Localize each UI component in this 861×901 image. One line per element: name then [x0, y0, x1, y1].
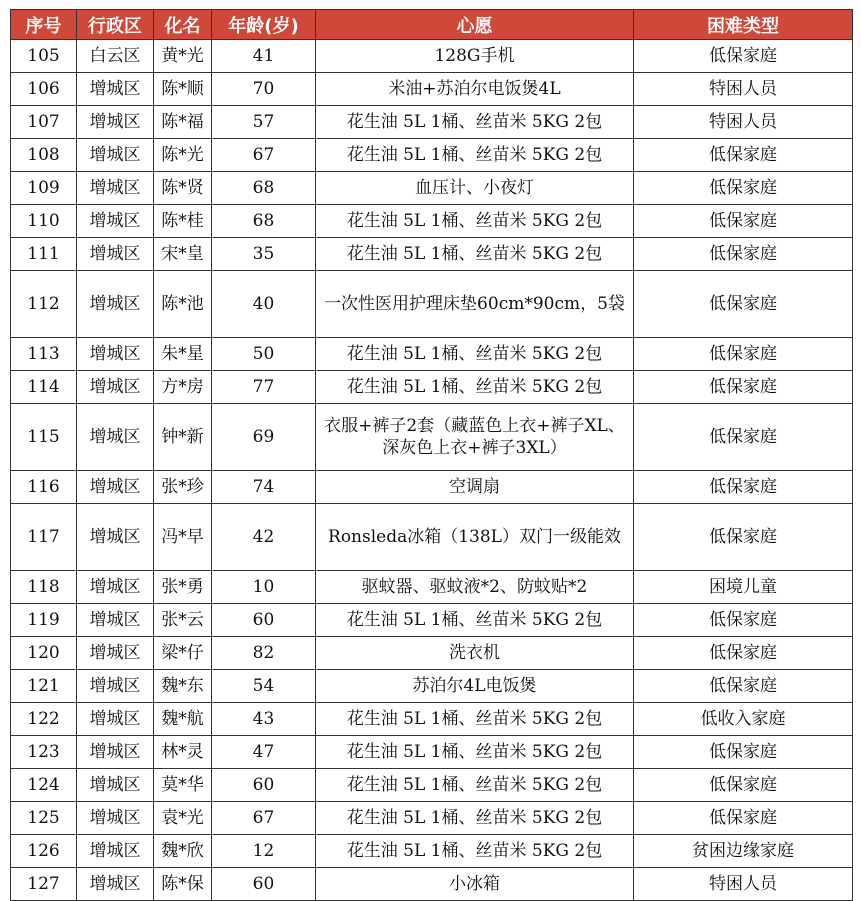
cell-hardship-type: 低保家庭	[634, 637, 853, 670]
cell-number: 116	[11, 471, 77, 504]
cell-district: 增城区	[77, 504, 154, 571]
cell-age: 67	[212, 802, 316, 835]
cell-wish: 花生油 5L 1桶、丝苗米 5KG 2包	[316, 371, 634, 404]
cell-age: 41	[212, 40, 316, 73]
cell-alias: 钟*新	[154, 404, 212, 471]
cell-district: 增城区	[77, 238, 154, 271]
cell-alias: 魏*东	[154, 670, 212, 703]
table-header	[11, 10, 853, 40]
cell-alias: 魏*欣	[154, 835, 212, 868]
cell-hardship-type: 低保家庭	[634, 736, 853, 769]
table-body	[11, 40, 853, 901]
cell-hardship-type: 低保家庭	[634, 404, 853, 471]
cell-alias: 张*勇	[154, 571, 212, 604]
table-row	[11, 371, 853, 404]
header-row	[11, 10, 853, 40]
cell-number: 106	[11, 73, 77, 106]
cell-age: 82	[212, 637, 316, 670]
cell-district: 白云区	[77, 40, 154, 73]
cell-district: 增城区	[77, 670, 154, 703]
cell-age: 42	[212, 504, 316, 571]
table-row	[11, 637, 853, 670]
cell-age: 60	[212, 604, 316, 637]
cell-district: 增城区	[77, 172, 154, 205]
cell-wish: 花生油 5L 1桶、丝苗米 5KG 2包	[316, 106, 634, 139]
cell-hardship-type: 困境儿童	[634, 571, 853, 604]
header-number: 序号	[11, 10, 77, 40]
table-row	[11, 571, 853, 604]
cell-age: 70	[212, 73, 316, 106]
table-row	[11, 835, 853, 868]
cell-alias: 魏*航	[154, 703, 212, 736]
cell-hardship-type: 低保家庭	[634, 604, 853, 637]
cell-number: 115	[11, 404, 77, 471]
cell-age: 69	[212, 404, 316, 471]
cell-wish: Ronsleda冰箱（138L）双门一级能效	[316, 504, 634, 571]
cell-number: 112	[11, 271, 77, 338]
cell-number: 108	[11, 139, 77, 172]
cell-age: 47	[212, 736, 316, 769]
table-row	[11, 504, 853, 571]
cell-district: 增城区	[77, 106, 154, 139]
table-row	[11, 205, 853, 238]
cell-number: 105	[11, 40, 77, 73]
table-row	[11, 40, 853, 73]
table-row	[11, 802, 853, 835]
cell-alias: 陈*福	[154, 106, 212, 139]
table-row	[11, 338, 853, 371]
cell-hardship-type: 低保家庭	[634, 471, 853, 504]
cell-wish: 花生油 5L 1桶、丝苗米 5KG 2包	[316, 139, 634, 172]
cell-alias: 陈*光	[154, 139, 212, 172]
table-row	[11, 769, 853, 802]
cell-wish: 花生油 5L 1桶、丝苗米 5KG 2包	[316, 835, 634, 868]
cell-wish: 花生油 5L 1桶、丝苗米 5KG 2包	[316, 703, 634, 736]
cell-hardship-type: 低保家庭	[634, 802, 853, 835]
cell-district: 增城区	[77, 404, 154, 471]
cell-district: 增城区	[77, 769, 154, 802]
cell-district: 增城区	[77, 835, 154, 868]
cell-hardship-type: 低保家庭	[634, 769, 853, 802]
cell-number: 119	[11, 604, 77, 637]
cell-hardship-type: 低保家庭	[634, 338, 853, 371]
cell-age: 68	[212, 205, 316, 238]
cell-district: 增城区	[77, 338, 154, 371]
cell-age: 10	[212, 571, 316, 604]
header-age: 年龄(岁)	[212, 10, 316, 40]
cell-age: 74	[212, 471, 316, 504]
cell-age: 57	[212, 106, 316, 139]
cell-district: 增城区	[77, 802, 154, 835]
cell-alias: 张*云	[154, 604, 212, 637]
table-row	[11, 271, 853, 338]
cell-district: 增城区	[77, 205, 154, 238]
cell-alias: 冯*早	[154, 504, 212, 571]
cell-district: 增城区	[77, 73, 154, 106]
cell-wish: 空调扇	[316, 471, 634, 504]
cell-district: 增城区	[77, 471, 154, 504]
table-row	[11, 106, 853, 139]
cell-number: 126	[11, 835, 77, 868]
cell-hardship-type: 低保家庭	[634, 205, 853, 238]
table-row	[11, 670, 853, 703]
cell-number: 122	[11, 703, 77, 736]
cell-number: 114	[11, 371, 77, 404]
header-wish: 心愿	[316, 10, 634, 40]
cell-hardship-type: 低保家庭	[634, 670, 853, 703]
cell-wish: 128G手机	[316, 40, 634, 73]
table-row	[11, 172, 853, 205]
cell-alias: 方*房	[154, 371, 212, 404]
table-row	[11, 868, 853, 901]
cell-district: 增城区	[77, 604, 154, 637]
cell-wish: 花生油 5L 1桶、丝苗米 5KG 2包	[316, 338, 634, 371]
cell-wish: 花生油 5L 1桶、丝苗米 5KG 2包	[316, 802, 634, 835]
cell-wish: 洗衣机	[316, 637, 634, 670]
cell-hardship-type: 低保家庭	[634, 371, 853, 404]
cell-age: 35	[212, 238, 316, 271]
cell-alias: 袁*光	[154, 802, 212, 835]
cell-age: 60	[212, 769, 316, 802]
cell-alias: 陈*保	[154, 868, 212, 901]
cell-wish: 一次性医用护理床垫60cm*90cm，5袋	[316, 271, 634, 338]
cell-hardship-type: 低保家庭	[634, 238, 853, 271]
cell-district: 增城区	[77, 868, 154, 901]
cell-age: 12	[212, 835, 316, 868]
table-row	[11, 703, 853, 736]
cell-hardship-type: 特困人员	[634, 868, 853, 901]
table-row	[11, 604, 853, 637]
cell-age: 43	[212, 703, 316, 736]
cell-alias: 宋*皇	[154, 238, 212, 271]
cell-alias: 梁*仔	[154, 637, 212, 670]
header-hardship-type: 困难类型	[634, 10, 853, 40]
cell-district: 增城区	[77, 703, 154, 736]
cell-district: 增城区	[77, 139, 154, 172]
cell-district: 增城区	[77, 736, 154, 769]
cell-alias: 陈*桂	[154, 205, 212, 238]
cell-number: 123	[11, 736, 77, 769]
cell-age: 77	[212, 371, 316, 404]
cell-wish: 米油+苏泊尔电饭煲4L	[316, 73, 634, 106]
cell-district: 增城区	[77, 637, 154, 670]
cell-number: 118	[11, 571, 77, 604]
cell-wish: 花生油 5L 1桶、丝苗米 5KG 2包	[316, 205, 634, 238]
cell-age: 67	[212, 139, 316, 172]
cell-alias: 陈*贤	[154, 172, 212, 205]
cell-hardship-type: 低保家庭	[634, 271, 853, 338]
cell-number: 125	[11, 802, 77, 835]
cell-district: 增城区	[77, 571, 154, 604]
cell-number: 127	[11, 868, 77, 901]
table-row	[11, 73, 853, 106]
cell-wish: 花生油 5L 1桶、丝苗米 5KG 2包	[316, 736, 634, 769]
cell-number: 113	[11, 338, 77, 371]
header-alias: 化名	[154, 10, 212, 40]
table-row	[11, 238, 853, 271]
cell-age: 54	[212, 670, 316, 703]
cell-hardship-type: 特困人员	[634, 73, 853, 106]
cell-district: 增城区	[77, 371, 154, 404]
cell-hardship-type: 贫困边缘家庭	[634, 835, 853, 868]
cell-number: 107	[11, 106, 77, 139]
cell-wish: 小冰箱	[316, 868, 634, 901]
cell-wish: 驱蚊器、驱蚊液*2、防蚊贴*2	[316, 571, 634, 604]
cell-alias: 张*珍	[154, 471, 212, 504]
cell-age: 40	[212, 271, 316, 338]
table-row	[11, 139, 853, 172]
cell-alias: 朱*星	[154, 338, 212, 371]
cell-wish: 苏泊尔4L电饭煲	[316, 670, 634, 703]
cell-number: 117	[11, 504, 77, 571]
cell-alias: 莫*华	[154, 769, 212, 802]
cell-alias: 黄*光	[154, 40, 212, 73]
cell-age: 68	[212, 172, 316, 205]
cell-hardship-type: 低保家庭	[634, 139, 853, 172]
cell-hardship-type: 低保家庭	[634, 504, 853, 571]
cell-number: 111	[11, 238, 77, 271]
cell-alias: 陈*池	[154, 271, 212, 338]
cell-wish: 血压计、小夜灯	[316, 172, 634, 205]
cell-alias: 林*灵	[154, 736, 212, 769]
wish-list-table	[10, 9, 853, 901]
cell-number: 121	[11, 670, 77, 703]
cell-age: 50	[212, 338, 316, 371]
cell-hardship-type: 低保家庭	[634, 172, 853, 205]
header-district: 行政区	[77, 10, 154, 40]
cell-wish: 花生油 5L 1桶、丝苗米 5KG 2包	[316, 238, 634, 271]
cell-number: 109	[11, 172, 77, 205]
cell-district: 增城区	[77, 271, 154, 338]
cell-hardship-type: 低保家庭	[634, 40, 853, 73]
table-row	[11, 404, 853, 471]
cell-hardship-type: 特困人员	[634, 106, 853, 139]
table-row	[11, 736, 853, 769]
cell-number: 124	[11, 769, 77, 802]
table-row	[11, 471, 853, 504]
cell-wish: 衣服+裤子2套（藏蓝色上衣+裤子XL、深灰色上衣+裤子3XL）	[316, 404, 634, 471]
cell-alias: 陈*顺	[154, 73, 212, 106]
cell-hardship-type: 低收入家庭	[634, 703, 853, 736]
cell-wish: 花生油 5L 1桶、丝苗米 5KG 2包	[316, 769, 634, 802]
cell-wish: 花生油 5L 1桶、丝苗米 5KG 2包	[316, 604, 634, 637]
cell-number: 110	[11, 205, 77, 238]
cell-age: 60	[212, 868, 316, 901]
cell-number: 120	[11, 637, 77, 670]
